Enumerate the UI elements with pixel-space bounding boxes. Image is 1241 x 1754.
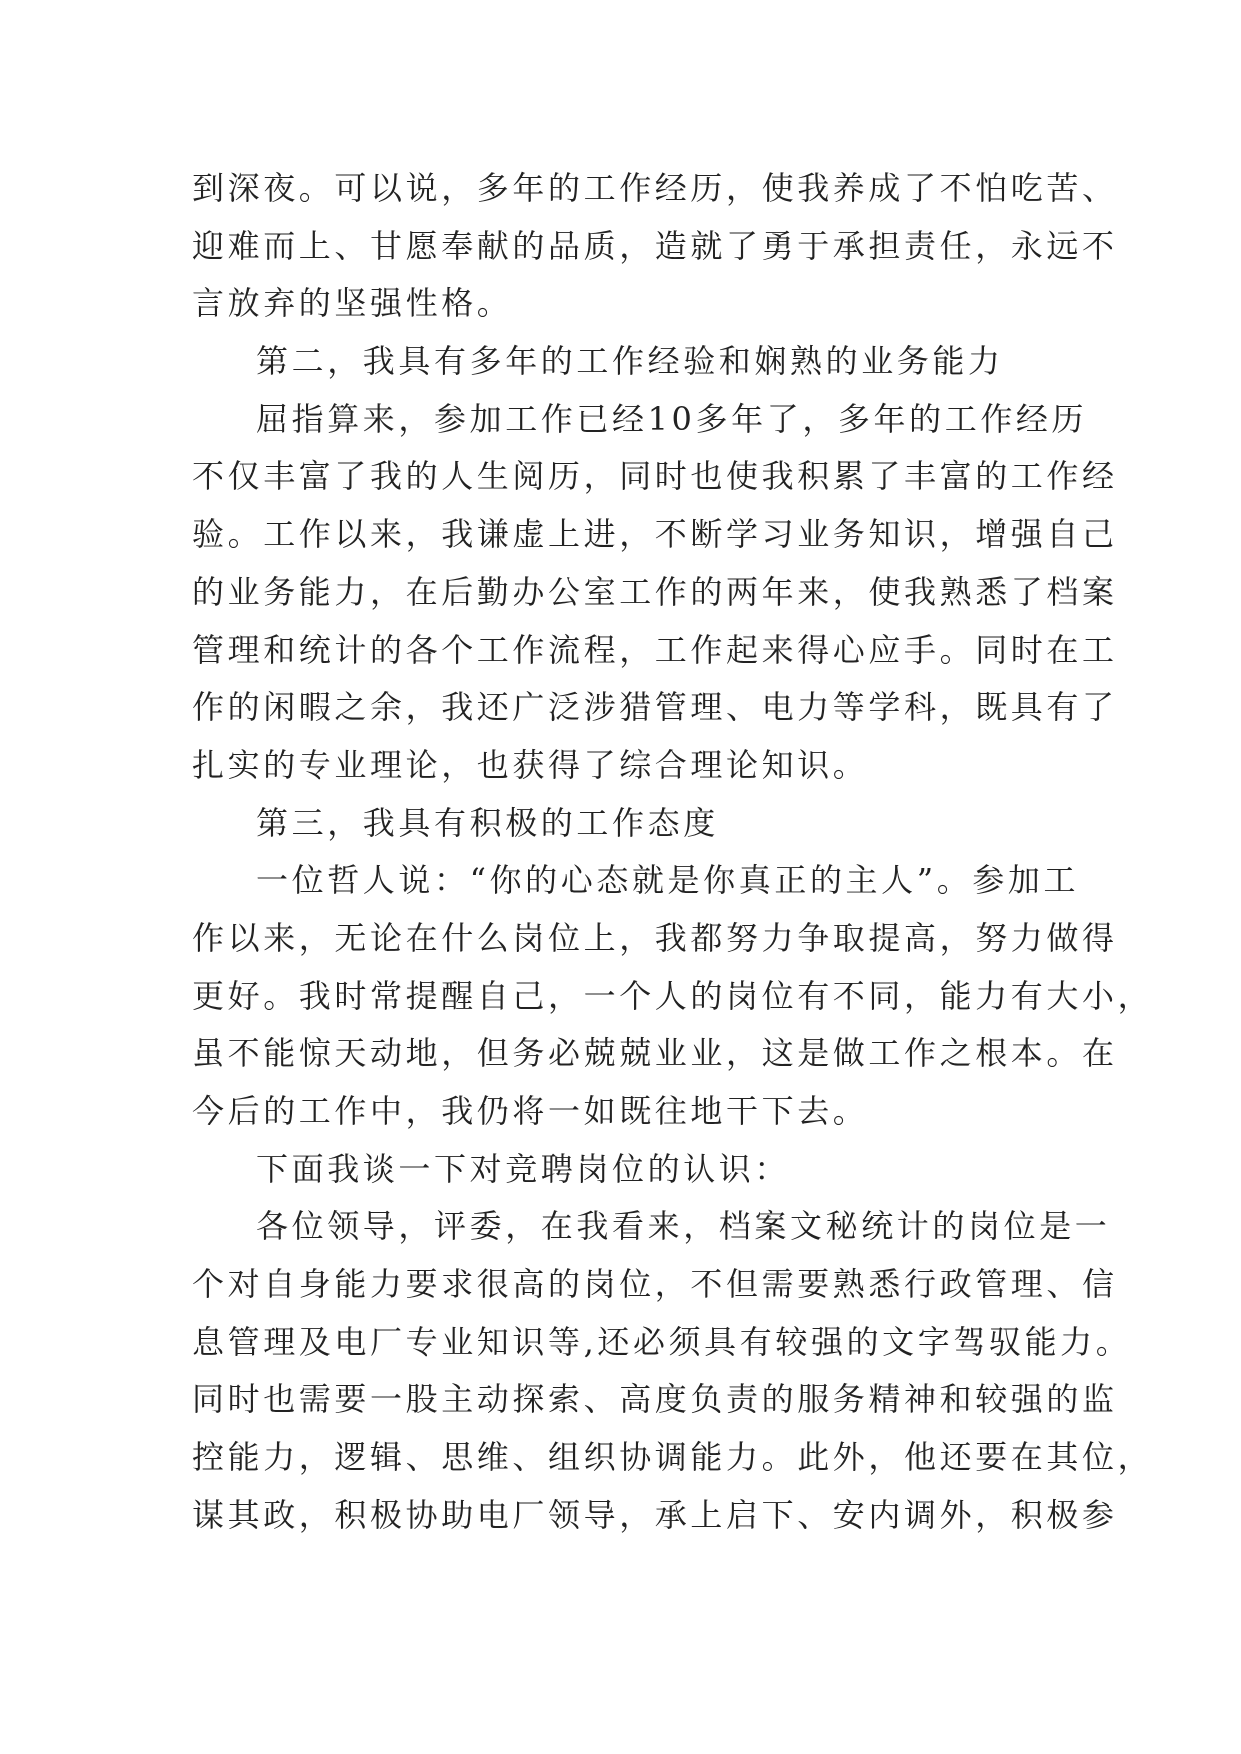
text-line: 验。工作以来，我谦虚上进，不断学习业务知识，增强自己 <box>192 515 1118 554</box>
text-line: 控能力，逻辑、思维、组织协调能力。此外，他还要在其位， <box>192 1438 1154 1477</box>
document-body <box>192 160 1154 1545</box>
text-line: 扎实的专业理论，也获得了综合理论知识。 <box>192 745 869 784</box>
text-line: 息管理及电厂专业知识等,还必须具有较强的文字驾驭能力。 <box>192 1322 1132 1361</box>
text-line: 更好。我时常提醒自己，一个人的岗位有不同，能力有大小， <box>192 976 1154 1015</box>
text-line: 的业务能力，在后勤办公室工作的两年来，使我熟悉了档案 <box>192 572 1118 611</box>
text-line: 不仅丰富了我的人生阅历，同时也使我积累了丰富的工作经 <box>192 457 1118 496</box>
text-line: 谋其政，积极协助电厂领导，承上启下、安内调外，积极参 <box>192 1495 1118 1534</box>
paragraph-first-line: 各位领导，评委，在我看来，档案文秘统计的岗位是一 <box>256 1207 1111 1246</box>
text-line: 到深夜。可以说，多年的工作经历，使我养成了不怕吃苦、 <box>192 169 1118 207</box>
paragraph-first-line: 屈指算来，参加工作已经10多年了，多年的工作经历 <box>256 399 1088 438</box>
text-line: 个对自身能力要求很高的岗位，不但需要熟悉行政管理、信 <box>192 1265 1118 1304</box>
section-heading: 第三，我具有积极的工作态度 <box>256 803 719 842</box>
text-line: 同时也需要一股主动探索、高度负责的服务精神和较强的监 <box>192 1380 1118 1419</box>
text-line: 今后的工作中，我仍将一如既往地干下去。 <box>192 1092 869 1130</box>
section-heading: 第二，我具有多年的工作经验和娴熟的业务能力 <box>256 342 1004 381</box>
section-heading: 下面我谈一下对竞聘岗位的认识： <box>256 1149 791 1188</box>
text-line: 迎难而上、甘愿奉献的品质，造就了勇于承担责任，永远不 <box>192 226 1118 265</box>
text-line: 管理和统计的各个工作流程，工作起来得心应手。同时在工 <box>192 630 1118 669</box>
paragraph-first-line: 一位哲人说：“你的心态就是你真正的主人”。参加工 <box>256 861 1080 900</box>
text-line: 作以来，无论在什么岗位上，我都努力争取提高，努力做得 <box>192 918 1118 957</box>
text-line: 虽不能惊天动地，但务必兢兢业业，这是做工作之根本。在 <box>192 1034 1118 1073</box>
text-line: 作的闲暇之余，我还广泛涉猎管理、电力等学科，既具有了 <box>192 688 1118 727</box>
text-line: 言放弃的坚强性格。 <box>192 284 513 323</box>
